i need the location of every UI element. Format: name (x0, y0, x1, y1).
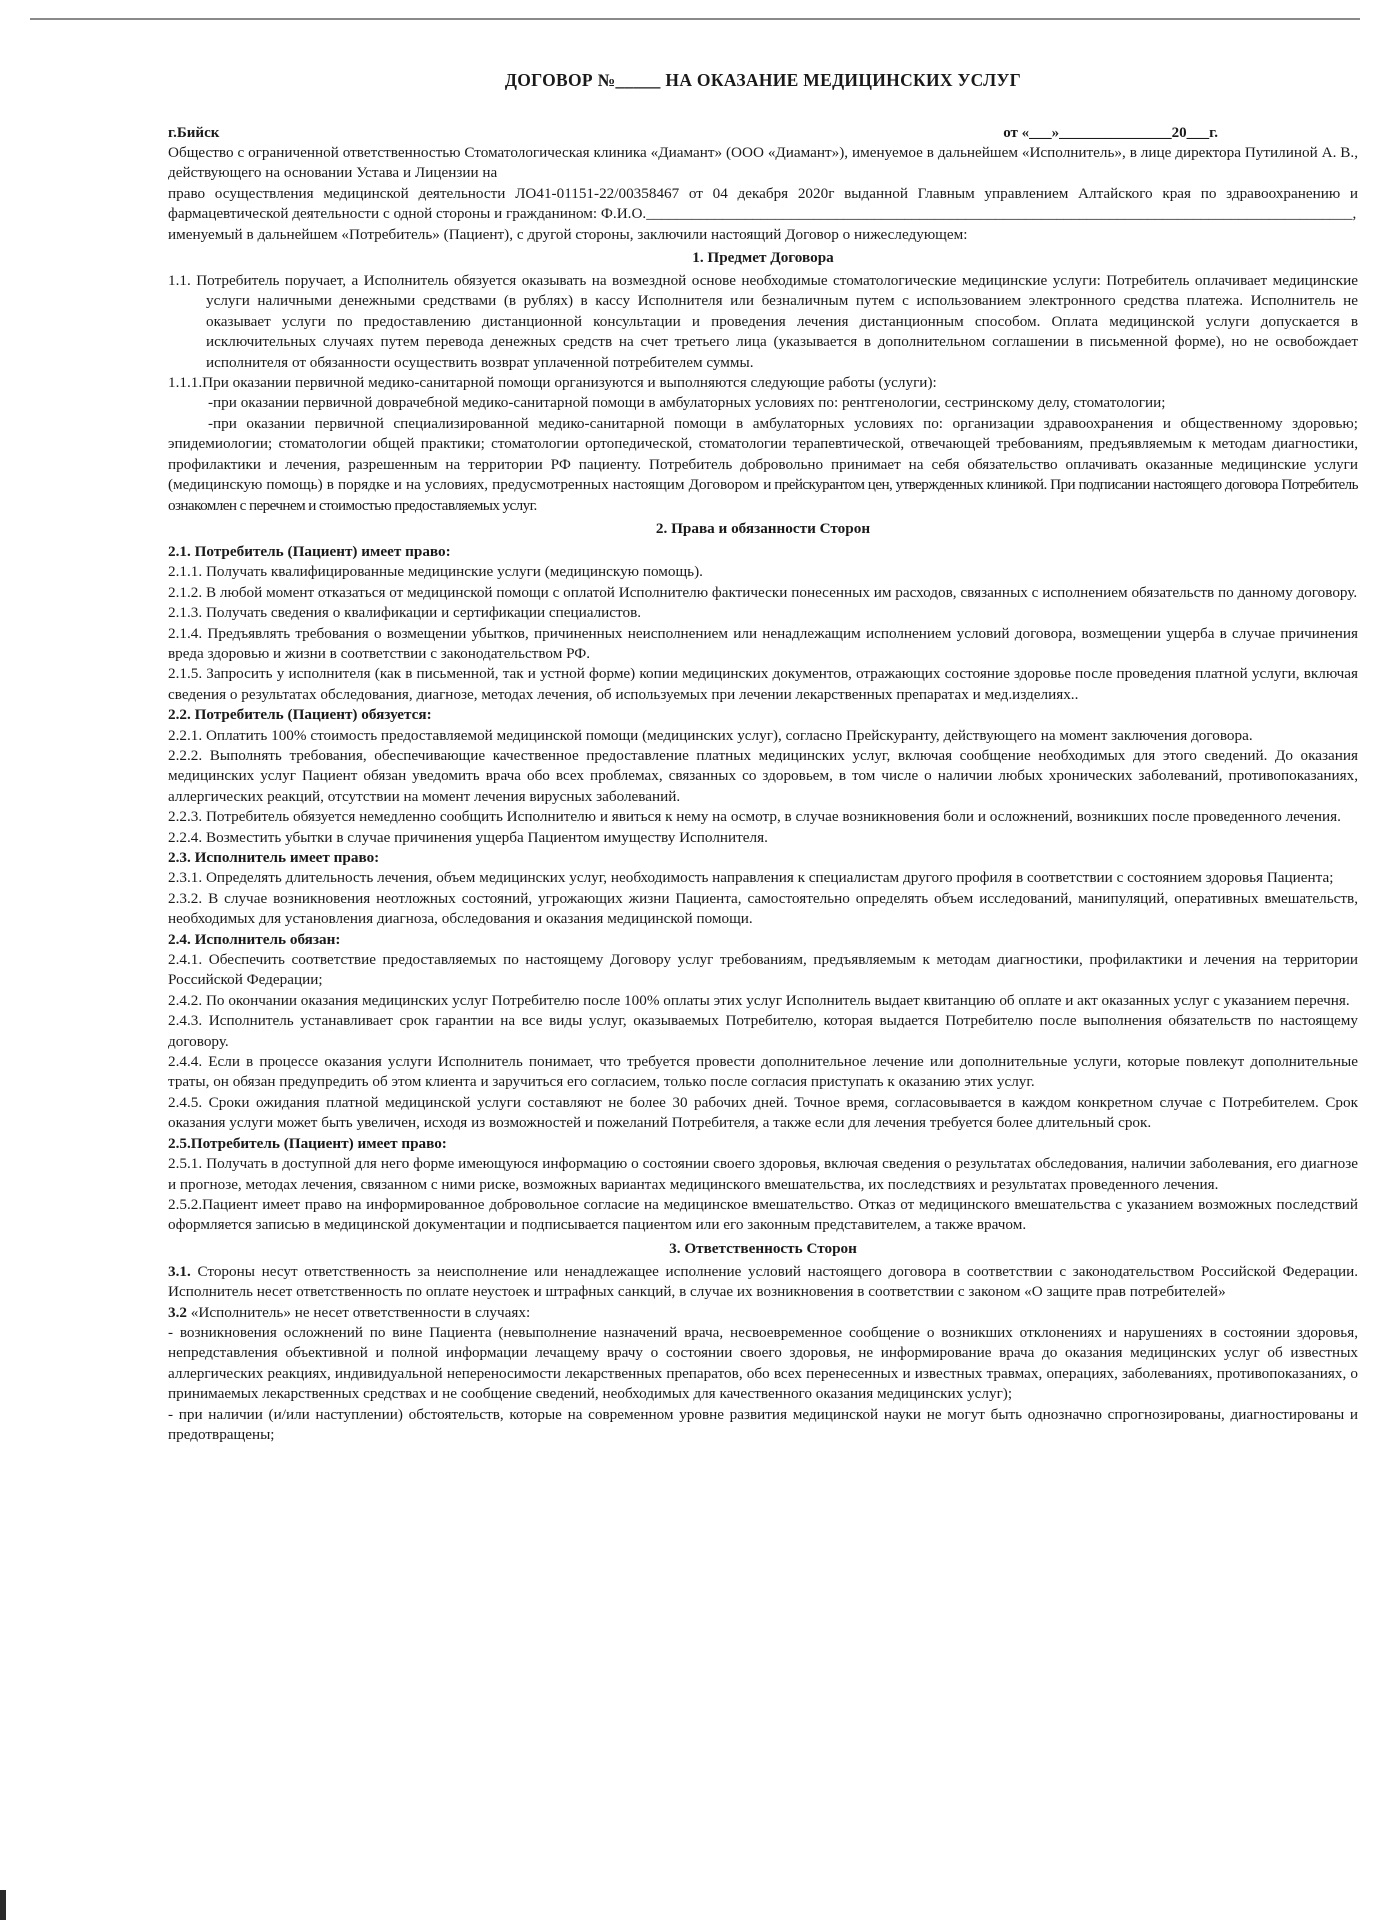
clause-3-2-b: - при наличии (и/или наступлении) обстоятельств, которые на современном уровне развития медицинской науки не могут быть однозначно спрогнозированы, диагностированы и предотвращены; (168, 1405, 1358, 1443)
clause-1-1-1-c-text: и прейскурантом цен, утвержденных клиникой. При подписании настоящего договора Потребитель ознакомлен с перечнем и стоимостью предоставляемых услуг. (168, 476, 1358, 514)
clause-2-1-3: 2.1.3. Получать сведения о квалификации и сертификации специалистов. (168, 604, 642, 622)
clause-2-1-2: 2.1.2. В любой момент отказаться от медицинской помощи с оплатой Исполнителю фактически понесенных им расходов, связанных с исполнением обязательств по данному договору. (168, 583, 1358, 601)
clause-2-2-3: 2.2.3. Потребитель обязуется немедленно сообщить Исполнителю и явиться к нему на осмотр, в случае возникновения боли и осложнений, возникших после проведенного лечения. (168, 808, 1341, 826)
subsection-2-5-title: 2.5.Потребитель (Пациент) имеет право: (168, 1134, 447, 1152)
subsection-2-2-title: 2.2. Потребитель (Пациент) обязуется: (168, 706, 432, 724)
clause-3-2-number: 3.2 (168, 1303, 187, 1321)
city: г.Бийск (168, 125, 220, 141)
scan-edge-line (30, 18, 1360, 20)
clause-3-1-text: Стороны несут ответственность за неисполнение или ненадлежащее исполнение условий настоящего договора в соответствии с законодательством Российской Федерации. Исполнитель несет ответственность по оплате неустоек и штрафных санкций, в случае их возникновения в соответствии с законом «О защите прав потребителей» (168, 1262, 1358, 1301)
subsection-2-1-title: 2.1. Потребитель (Пациент) имеет право: (168, 542, 451, 560)
clause-2-1-1: 2.1.1. Получать квалифицированные медицинские услуги (медицинскую помощь). (168, 563, 703, 581)
intro-paragraph-1: Общество с ограниченной ответственностью Стоматологическая клиника «Диамант» (ООО «Диамант»), именуемое в дальнейшем «Исполнитель», в лице директора Путилиной А. В., действующего на основании Устава и Лицензии на (168, 144, 1358, 182)
scan-edge-mark (0, 1890, 6, 1920)
city-date-row (168, 123, 1358, 143)
clause-3-2 (168, 1303, 1358, 1323)
contract-page (168, 58, 1358, 1445)
clause-2-2-2: 2.2.2. Выполнять требования, обеспечивающие качественное предоставление платных медицинских услуг, включая сообщение необходимых для этого сведений. До оказания медицинских услуг Пациент обязан уведомить врача обо всех проблемах, связанных со здоровьем, в том числе о наличии любых хронических заболеваний, противопоказаниях, аллергических реакций, отсутствии на момент лечения вирусных заболеваний. (168, 746, 1358, 805)
clause-3-1-number: 3.1. (168, 1262, 191, 1280)
clause-2-4-2: 2.4.2. По окончании оказания медицинских услуг Потребителю после 100% оплаты этих услуг Исполнитель выдает квитанцию об оплате и акт оказанных услуг с указанием перечня. (168, 991, 1350, 1009)
clause-2-5-1: 2.5.1. Получать в доступной для него форме имеющуюся информацию о состоянии своего здоровья, включая сведения о результатах обследования, наличии заболевания, его диагнозе и прогнозе, методах лечения, связанном с ними риске, возможных вариантах медицинского вмешательства, их последствиях и результатах проведенного лечения. (168, 1155, 1358, 1193)
document-title: ДОГОВОР №_____ НА ОКАЗАНИЕ МЕДИЦИНСКИХ УСЛУГ (504, 70, 1022, 90)
clause-3-2-a: - возникновения осложнений по вине Пациента (невыполнение назначений врача, несвоевременное сообщение о возникших отклонениях и нарушениях в состоянии здоровья, непредставления объективной и полной информации лечащему врачу о состоянии своего здоровья, не информирование врача до оказания медицинских услуг об известных аллергических реакциях, индивидуальной непереносимости лекарственных препаратов, обо всех перенесенных и известных травмах, операциях, заболеваниях, противопоказаниях, о принимаемых лекарственных средствах и не сообщение сведений, необходимых для качественного оказания медицинских услуг); (168, 1323, 1358, 1403)
intro-paragraph-3: именуемый в дальнейшем «Потребитель» (Пациент), с другой стороны, заключили настоящий Договор о нижеследующем: (168, 225, 968, 243)
clause-1-1-1-b (168, 414, 1358, 516)
clause-2-4-1: 2.4.1. Обеспечить соответствие предоставляемых по настоящему Договору услуг требованиям, предъявляемым к методам диагностики, профилактики и лечения на территории Российской Федерации; (168, 951, 1358, 989)
clause-2-2-4: 2.2.4. Возместить убытки в случае причинения ущерба Пациентом имуществу Исполнителя. (168, 828, 768, 846)
clause-2-4-4: 2.4.4. Если в процессе оказания услуги Исполнитель понимает, что требуется провести дополнительное лечение или дополнительные услуги, которые повлекут дополнительные траты, он обязан предупредить об этом клиента и заручиться его согласием, только после согласия приступать к оказанию этих услуг. (168, 1053, 1358, 1091)
clause-2-4-3: 2.4.3. Исполнитель устанавливает срок гарантии на все виды услуг, оказываемых Потребителю, которая выдается Потребителю после выполнения обязательств по настоящему договору. (168, 1012, 1358, 1050)
clause-2-3-1: 2.3.1. Определять длительность лечения, объем медицинских услуг, необходимость направления к специалистам другого профиля в соответствии с состоянием здоровья Пациента; (168, 869, 1334, 887)
clause-1-1-1-b-text: -при оказании первичной специализированной медико-санитарной помощи в амбулаторных условиях по: организации здравоохранения и общественному здоровью; эпидемиологии; стоматологии общей практики; стоматологии ортопедической, стоматологии терапевтической, отвечающей требованиям, предъявляемым к методам диагностики, профилактики и лечения, разрешенным на территории РФ пациенту. Потребитель добровольно принимает на себя обязательство оплачивать оказанные медицинские услуги (медицинскую помощь) в порядке и на условиях, предусмотренных настоящим Договором (168, 414, 1358, 494)
section-1-heading: 1. Предмет Договора (692, 249, 834, 267)
clause-1-1: 1.1. Потребитель поручает, а Исполнитель обязуется оказывать на возмездной основе необходимые стоматологические медицинские услуги: Потребитель оплачивает медицинские услуги наличными денежными средствами (в рублях) в кассу Исполнителя или безналичным путем с использованием электронного средства платежа. Исполнитель не оказывает услуги по предоставлению дистанционной консультации и проведения лечения дистанционным способом. Оплата медицинской услуги допускается в исключительных случаях путем перевода денежных средств на счет третьего лица (указывается в дополнительном соглашении в письменной форме), но не освобождает исполнителя от обязанности осуществить возврат уплаченной потребителем суммы. (168, 272, 1358, 371)
clause-2-4-5: 2.4.5. Сроки ожидания платной медицинской услуги составляют не более 30 рабочих дней. Точное время, согласовывается в каждом конкретном случае с Потребителем. Срок оказания услуги может быть увеличен, исходя из возможностей и пожеланий Потребителя, а также если для лечения требуется более длительный срок. (168, 1093, 1358, 1132)
subsection-2-4-title: 2.4. Исполнитель обязан: (168, 930, 341, 948)
contract-date: от «___»_______________20___г. (1003, 125, 1218, 141)
clause-2-3-2: 2.3.2. В случае возникновения неотложных состояний, угрожающих жизни Пациента, самостоятельно определять объем исследований, манипуляций, оперативных вмешательств, необходимых для установления диагноза, обследования и оказания медицинской помощи. (168, 889, 1358, 928)
clause-2-1-5: 2.1.5. Запросить у исполнителя (как в письменной, так и устной форме) копии медицинских документов, отражающих состояние здоровье после проведения платной услуги, включая сведения о результатах обследования, диагнозе, методах лечения, об используемых при лечении лекарственных препаратах и мед.изделиях.. (168, 665, 1358, 703)
clause-1-1-1: 1.1.1.При оказании первичной медико-санитарной помощи организуются и выполняются следующие работы (услуги): (168, 374, 937, 392)
clause-3-1 (168, 1262, 1358, 1303)
clause-1-1-1-a: -при оказании первичной доврачебной медико-санитарной помощи в амбулаторных условиях по: рентгенологии, сестринскому делу, стоматологии; (208, 394, 1166, 412)
section-2-heading: 2. Права и обязанности Сторон (655, 519, 871, 537)
clause-2-2-1: 2.2.1. Оплатить 100% стоимость предоставляемой медицинской помощи (медицинских услуг), согласно Прейскуранту, действующего на момент заключения договора. (168, 726, 1253, 744)
intro-paragraph-2: право осуществления медицинской деятельности ЛО41-01151-22/00358467 от 04 декабря 2020г выданной Главным управлением Алтайского края по здравоохранению и фармацевтической деятельности с одной стороны и гражданином: Ф.И.О._____________________________________________________________________________________________, (168, 184, 1358, 223)
subsection-2-3-title: 2.3. Исполнитель имеет право: (168, 849, 380, 866)
clause-2-5-2: 2.5.2.Пациент имеет право на информированное добровольное согласие на медицинское вмешательство. Отказ от медицинского вмешательства с указанием возможных последствий оформляется записью в медицинской документации и подписывается пациентом или его законным представителем, а также врачом. (168, 1195, 1358, 1234)
clause-2-1-4: 2.1.4. Предъявлять требования о возмещении убытков, причиненных неисполнением или ненадлежащим исполнением условий договора, возмещении ущерба в случае причинения вреда здоровью и жизни в соответствии с законодательством РФ. (168, 624, 1358, 662)
clause-3-2-text: «Исполнитель» не несет ответственности в случаях: (186, 1303, 531, 1321)
section-3-heading: 3. Ответственность Сторон (669, 1239, 857, 1257)
